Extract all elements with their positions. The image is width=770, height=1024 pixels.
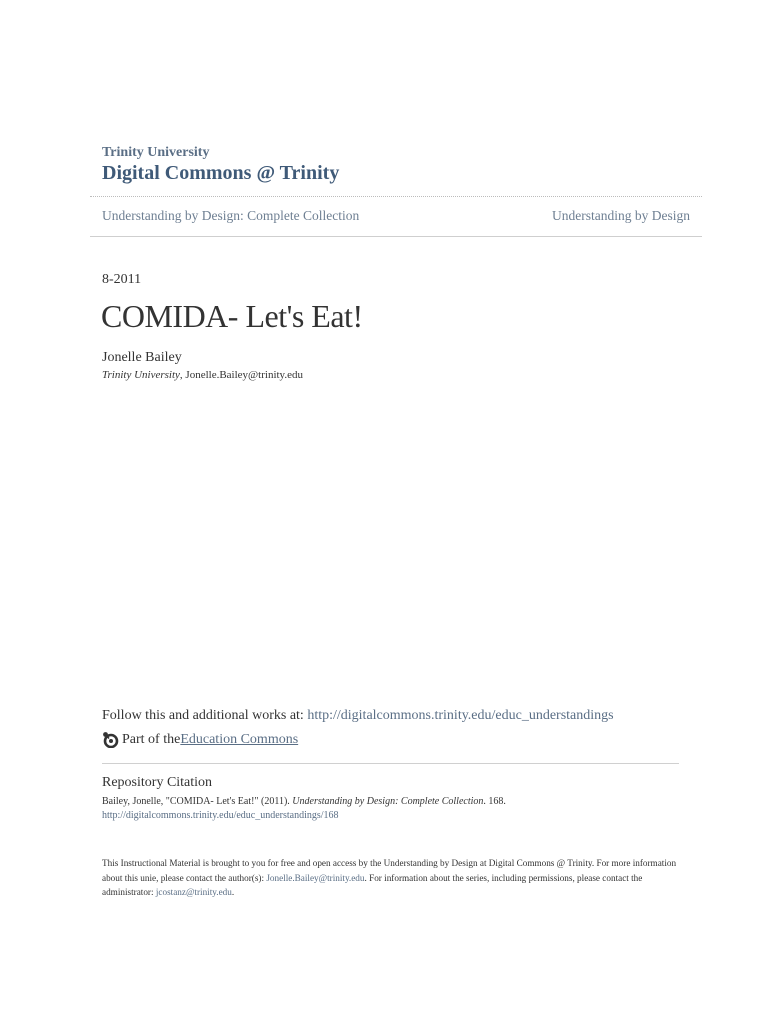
citation-suffix: . 168.	[483, 796, 506, 807]
series-divider	[90, 236, 702, 237]
citation-prefix: Bailey, Jonelle, "COMIDA- Let's Eat!" (2011).	[102, 796, 293, 807]
citation-url-link[interactable]: http://digitalcommons.trinity.edu/educ_understandings/168	[102, 810, 339, 821]
collection-link[interactable]: Understanding by Design: Complete Collection	[102, 208, 360, 223]
author-email-link[interactable]: Jonelle.Bailey@trinity.edu	[266, 872, 365, 883]
part-of-line	[102, 731, 298, 748]
collection-url-link[interactable]: http://digitalcommons.trinity.edu/educ_understandings	[307, 708, 614, 723]
follow-divider	[102, 763, 679, 764]
header-divider	[90, 196, 702, 197]
follow-line	[102, 708, 614, 724]
part-of-label: Part of the	[122, 731, 181, 747]
education-commons-link[interactable]: Education Commons	[180, 731, 299, 747]
institution-name: Trinity University	[102, 145, 210, 160]
notice-text-3: .	[231, 887, 235, 897]
affiliation-name: Trinity University	[102, 369, 180, 381]
citation-heading: Repository Citation	[102, 775, 213, 790]
admin-email-link[interactable]: jcostanz@trinity.edu	[155, 887, 232, 897]
repository-title-link[interactable]: Digital Commons @ Trinity	[102, 162, 340, 184]
author-affiliation	[102, 369, 303, 381]
notice-text-2: . For information about the series, including permissions, please contact the administrator:	[102, 872, 643, 897]
parent-series-link[interactable]: Understanding by Design	[552, 208, 690, 223]
access-notice	[102, 856, 682, 900]
citation-text	[102, 796, 506, 807]
author-email: , Jonelle.Bailey@trinity.edu	[179, 369, 303, 381]
author-name: Jonelle Bailey	[102, 350, 182, 365]
publication-date: 8-2011	[102, 272, 142, 287]
document-title: COMIDA- Let's Eat!	[101, 298, 363, 334]
notice-text-1: This Instructional Material is brought to you for free and open access by the Understanding by Design at Digital Commons @ Trinity. For more information about this unie, please contact the author(s):	[102, 858, 677, 883]
network-bullseye-icon	[102, 731, 119, 748]
citation-series: Understanding by Design: Complete Collection	[292, 796, 484, 807]
follow-label: Follow this and additional works at:	[102, 708, 308, 723]
